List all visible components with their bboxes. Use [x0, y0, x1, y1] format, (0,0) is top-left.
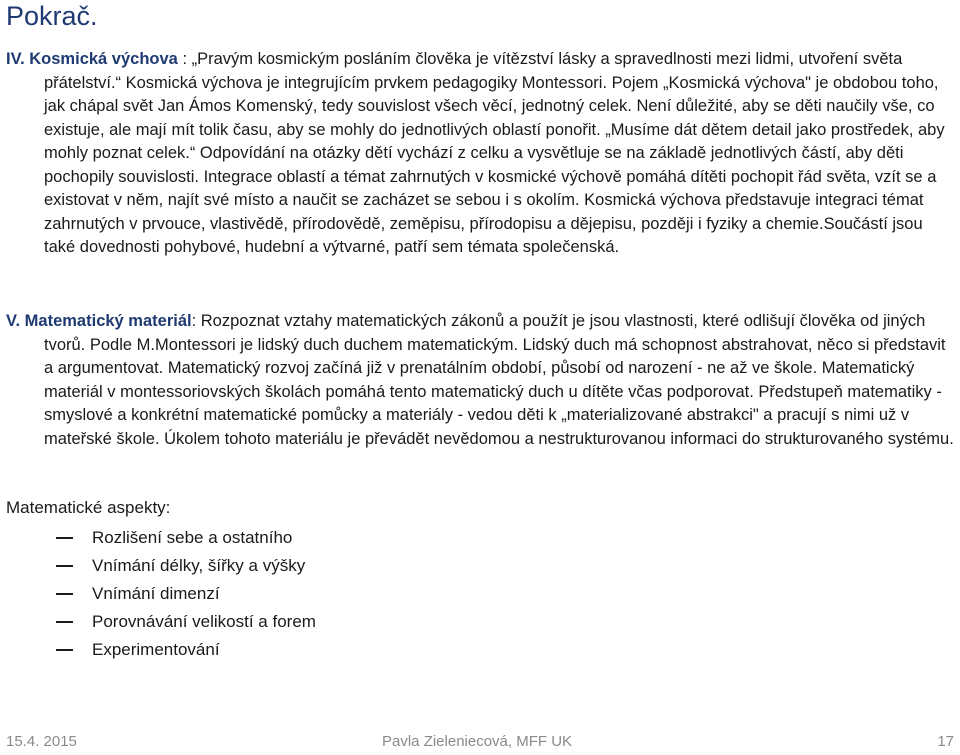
footer-date: 15.4. 2015: [6, 733, 77, 750]
section-iv-label: Kosmická výchova: [29, 50, 178, 68]
section-v-label: Matematický materiál: [24, 312, 192, 330]
section-v-number: V.: [6, 312, 21, 330]
section-kosmicka-vychova: [6, 48, 954, 260]
list-item-text: Porovnávání velikostí a forem: [92, 612, 316, 631]
dash-bullet-icon: [56, 621, 73, 623]
dash-bullet-icon: [56, 537, 73, 539]
aspects-list: [56, 524, 316, 664]
page-number: 17: [937, 733, 954, 750]
section-v-paragraph: [6, 310, 954, 451]
dash-bullet-icon: [56, 649, 73, 651]
dash-bullet-icon: [56, 593, 73, 595]
list-item-text: Rozlišení sebe a ostatního: [92, 528, 293, 547]
list-item-text: Experimentování: [92, 640, 220, 659]
list-item: [56, 636, 316, 664]
list-item: [56, 524, 316, 552]
section-iv-text: : „Pravým kosmickým posláním člověka je vítězství lásky a spravedlnosti mezi lidmi, utvoření světa přátelství.“ Kosmická výchova je integrujícím prvkem pedagogiky Montessori. Pojem „Kosmická výchova" je obdobou toho, jak chápal svět Jan Ámos Komenský, tedy souvislost všech věcí, jednotný celek. Není důležité, aby se děti naučily vše, co existuje, ale mají mít tolik času, aby se mohly do jednotlivých oblastí ponořit. „Musíme dát dětem detail jako prostředek, aby mohly poznat celek.“ Odpovídání na otázky dětí vychází z celku a vysvětluje se na základě jednotlivých částí, aby děti pochopily souvislosti. Integrace oblastí a témat zahrnutých v kosmické výchově pomáhá dítěti pochopit řád světa, vzít se a existovat v něm, najít své místo a naučit se zacházet se sebou i s okolím. Kosmická výchova představuje integraci témat zahrnutých v prvouce, vlastivědě, přírodovědě, zeměpisu, přírodopisu a dějepisu, později i fyziky a chemie.Součástí jsou také dovednosti pohybové, hudební a výtvarné, patří sem témata společenská.: [44, 50, 945, 256]
section-v-text: : Rozpoznat vztahy matematických zákonů a použít je jsou vlastnosti, které odlišují člověka od jiných tvorů. Podle M.Montessori je lidský duch duchem matematickým. Lidský duch má schopnost abstrahovat, něco si představit a argumentovat. Matematický rozvoj začíná již v prenatálním období, působí od narození - ne až ve škole. Matematický materiál v montessoriovských školách pomáhá tento matematický duch u dítěte včas podporovat. Předstupeň matematiky - smyslové a konkrétní matematické pomůcky a materiály - vedou děti k „materializované abstrakci" a pracují s nimi už v mateřské škole. Úkolem tohoto materiálu je převádět nevědomou a nestrukturovanou informaci do strukturovaného systému.: [44, 312, 954, 448]
list-item: [56, 552, 316, 580]
slide-title: Pokrač.: [6, 1, 98, 31]
section-matematicky-material: [6, 310, 954, 451]
list-item: [56, 608, 316, 636]
section-iv-number: IV.: [6, 50, 25, 68]
list-item: [56, 580, 316, 608]
section-iv-paragraph: [6, 48, 954, 260]
footer-author: Pavla Zieleniecová, MFF UK: [382, 733, 573, 750]
aspects-title: Matematické aspekty:: [6, 498, 171, 517]
list-item-text: Vnímání dimenzí: [92, 584, 220, 603]
list-item-text: Vnímání délky, šířky a výšky: [92, 556, 306, 575]
dash-bullet-icon: [56, 565, 73, 567]
